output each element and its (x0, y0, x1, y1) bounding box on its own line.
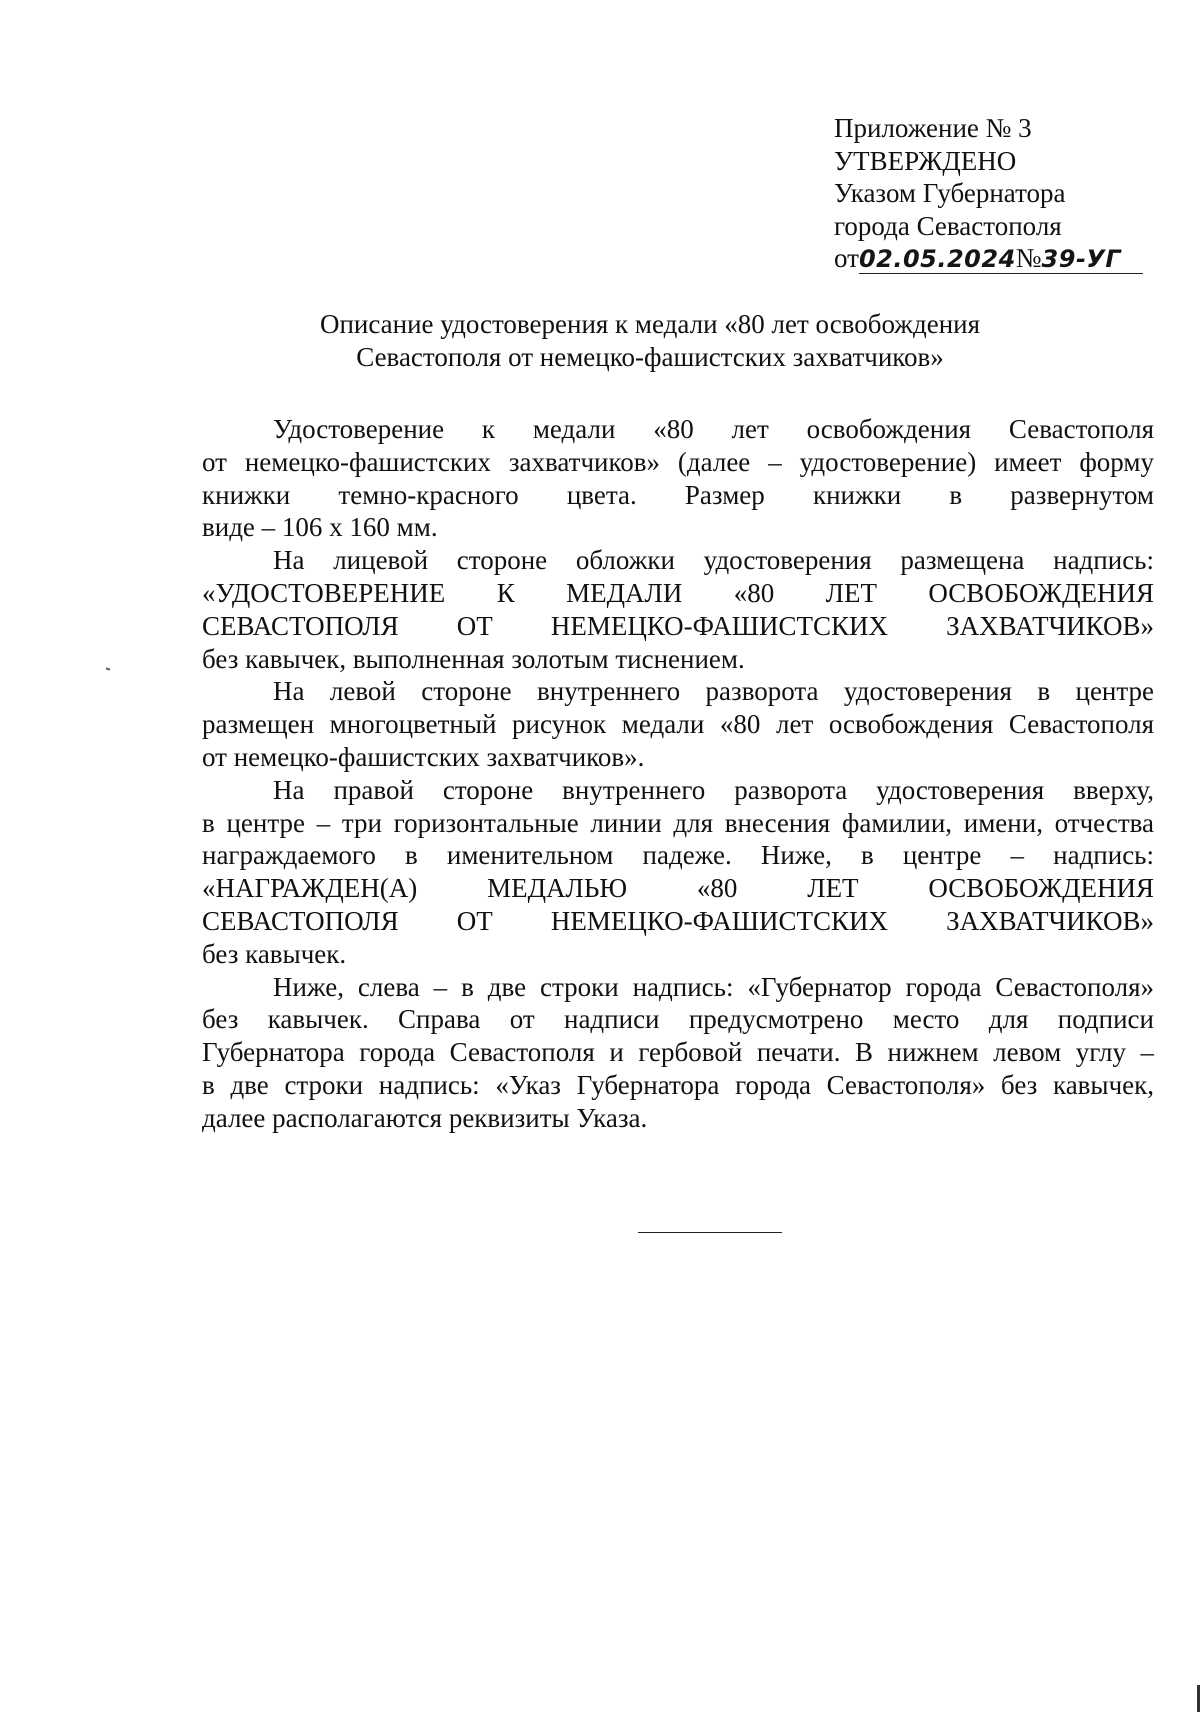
paragraph-5 (202, 971, 1154, 1135)
title-line-2: Севастополя от немецко-фашистских захватчиков» (356, 342, 944, 372)
paragraph-1 (202, 413, 1154, 544)
scan-speck (106, 667, 110, 670)
text-line: без кавычек. Справа от надписи предусмотрено место для подписи (202, 1004, 1154, 1035)
text-line: от немецко-фашистских захватчиков» (далее – удостоверение) имеет форму (202, 446, 1154, 477)
appendix-number: Приложение № 3 (834, 113, 1032, 143)
text-line: Удостоверение к медали «80 лет освобождения Севастополя (273, 414, 1154, 444)
document-body (202, 413, 1154, 1135)
title-line-1: Описание удостоверения к медали «80 лет освобождения (319, 309, 981, 339)
end-of-document-rule (638, 1232, 782, 1233)
text-line: На лицевой стороне обложки удостоверения размещена надпись: (273, 545, 1154, 576)
text-line: «УДОСТОВЕРЕНИЕ К МЕДАЛИ «80 ЛЕТ ОСВОБОЖДЕНИЯ (202, 577, 1154, 608)
text-line: На левой стороне внутреннего разворота удостоверения в центре (273, 676, 1154, 707)
text-line: размещен многоцветный рисунок медали «80 лет освобождения Севастополя (202, 709, 1154, 740)
text-line: без кавычек. (202, 938, 347, 969)
number-sign: № (1015, 243, 1042, 273)
text-line: награждаемого в именительном падеже. Ниже, в центре – надпись: (202, 840, 1154, 871)
approval-block (834, 112, 1164, 275)
text-line: от немецко-фашистских захватчиков». (202, 741, 645, 772)
document-title (200, 308, 1100, 374)
text-line: без кавычек, выполненная золотым тиснением. (202, 643, 745, 674)
handwritten-date: 02.05.2024 (858, 245, 1016, 273)
approved-stamp-text: УТВЕРЖДЕНО (834, 145, 1017, 176)
text-line: Губернатора города Севастополя и гербовой печати. В нижнем левом углу – (202, 1037, 1154, 1068)
text-line: «НАГРАЖДЕН(А) МЕДАЛЬЮ «80 ЛЕТ ОСВОБОЖДЕНИЯ (202, 873, 1154, 904)
date-prefix: от (834, 243, 859, 273)
date-number-field (859, 244, 1143, 274)
text-line: в две строки надпись: «Указ Губернатора города Севастополя» без кавычек, (202, 1069, 1154, 1100)
text-line: СЕВАСТОПОЛЯ ОТ НЕМЕЦКО-ФАШИСТСКИХ ЗАХВАТЧИКОВ» (202, 905, 1154, 936)
text-line: виде – 106 х 160 мм. (202, 512, 438, 543)
paragraph-4 (202, 774, 1154, 971)
text-line: Ниже, слева – в две строки надпись: «Губернатор города Севастополя» (273, 971, 1154, 1002)
text-line: далее располагаются реквизиты Указа. (202, 1102, 648, 1133)
text-line: в центре – три горизонтальные линии для внесения фамилии, имени, отчества (202, 807, 1154, 838)
paragraph-2 (202, 544, 1154, 675)
decree-date-line (834, 242, 1164, 275)
text-line: СЕВАСТОПОЛЯ ОТ НЕМЕЦКО-ФАШИСТСКИХ ЗАХВАТЧИКОВ» (202, 610, 1154, 641)
handwritten-number: 39-УГ (1041, 245, 1122, 273)
approved-by-line: Указом Губернатора (834, 178, 1066, 208)
text-line: книжки темно-красного цвета. Размер книжки в развернутом (202, 479, 1154, 510)
text-line: На правой стороне внутреннего разворота удостоверения вверху, (273, 774, 1154, 805)
paragraph-3 (202, 675, 1154, 773)
approved-by-city-line: города Севастополя (834, 210, 1062, 241)
